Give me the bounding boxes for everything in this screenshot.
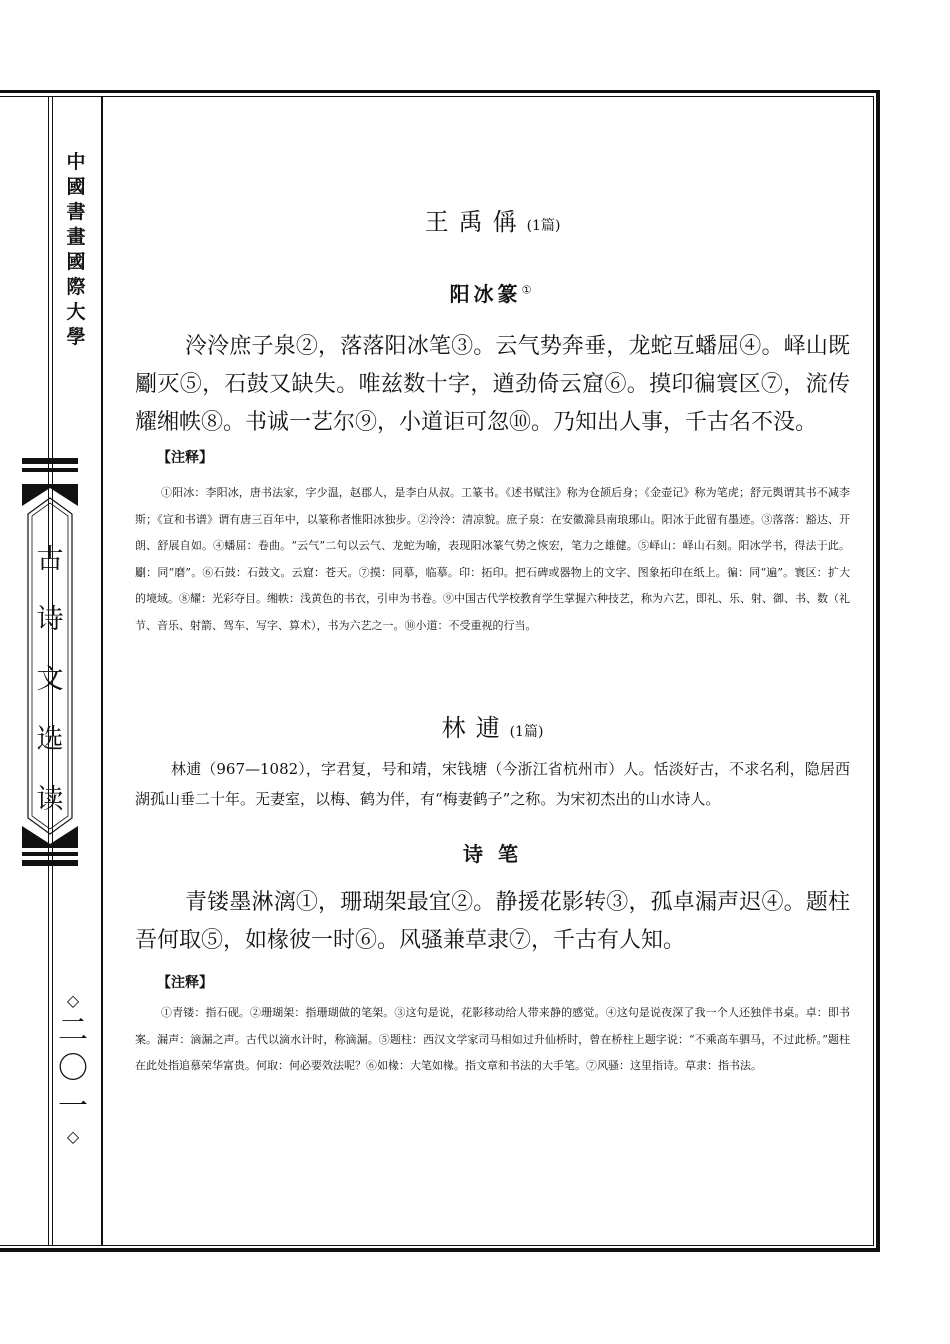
series-title: 中 國 書 畫 國 際 大 學 bbox=[66, 151, 86, 348]
author-name: 王禹偁 bbox=[424, 208, 527, 236]
book-panel-bottom-bar bbox=[22, 852, 78, 856]
author-bio: 林逋（967—1082），字君复，号和靖，宋钱塘（今浙江省杭州市）人。恬淡好古，不求名利，隐居西湖孤山垂二十年。无妻室，以梅、鹤为伴，有“梅妻鹤子”之称。为宋初杰出的山水诗人。 bbox=[135, 760, 850, 808]
notes-body-2: ①青镂：指石砚。②珊瑚架：指珊瑚做的笔架。③这句是说，花影移动给人带来静的感觉。④这句是说夜深了我一个人还独伴书桌。卓：即书案。漏声：滴漏之声。古代以滴水计时，称滴漏。⑤题柱：西汉文学家司马相如过升仙桥时，曾在桥柱上题字说：“不乘高车驷马，不过此桥。”题柱在此处指追慕荣华富贵。何取：何必要效法呢？⑥如椽：大笔如椽。指文章和书法的大手笔。⑦风骚：这里指诗。草隶：指书法。 bbox=[135, 1006, 850, 1072]
book-panel-bottom-bar-2 bbox=[22, 860, 78, 866]
poem-title-yangbingzhuan: 阳冰篆① bbox=[449, 282, 536, 306]
book-title: 古 诗 文 选 读 bbox=[36, 544, 64, 815]
notes-label-2: 【注释】 bbox=[157, 975, 213, 991]
sidebar-rule-right bbox=[101, 96, 103, 1246]
notes-body-1: ①阳冰：李阳冰，唐书法家，字少温，赵郡人，是李白从叔。工篆书。《述书赋注》称为仓颉后身；《金壶记》称为笔虎；舒元舆谓其书不减李斯；《宣和书谱》谓有唐三百年中，以篆称者惟阳冰独步。②泠泠：清凉貌。庶子泉：在安徽滁县南琅琊山。阳冰于此留有墨迹。③落落：豁达、开朗、舒展自如。④蟠屈：卷曲。“云气”二句以云气、龙蛇为喻，表现阳冰篆气势之恢宏，笔力之雄健。⑤峄山：峄山石刻。阳冰学书，得法于此。劚：同“磨”。⑥石鼓：石鼓文。云窟：苍天。⑦摸：同摹，临摹。印：拓印。把石碑或器物上的文字、图象拓印在纸上。徧：同“遍”。寰区：扩大的境域。⑧耀：光彩夺目。缃帙：浅黄色的书衣，引申为书卷。⑨中国古代学校教育学生掌握六种技艺，称为六艺，即礼、乐、射、御、书、数（礼节、音乐、射箭、驾车、写字、算术），书为六艺之一。⑩小道：不受重视的行当。 bbox=[135, 486, 850, 632]
author-count: (1篇) bbox=[509, 724, 544, 740]
page-number: ◇ 二 〇 一 ◇ bbox=[58, 991, 88, 1146]
notes-label-1: 【注释】 bbox=[157, 450, 213, 466]
author-heading-lin bbox=[135, 708, 850, 743]
poem-title-shibi: 诗 笔 bbox=[463, 842, 522, 866]
poem-title-note: ① bbox=[521, 283, 536, 297]
book-panel-top-bar bbox=[22, 458, 78, 464]
book-panel-top-bar-2 bbox=[22, 468, 78, 472]
poem-body-1: 泠泠庶子泉②，落落阳冰笔③。云气势奔垂，龙蛇互蟠屈④。峄山既劚灭⑤，石鼓又缺失。唯兹数十字，遒劲倚云窟⑥。摸印徧寰区⑦，流传耀缃帙⑧。书诚一艺尔⑨，小道讵可忽⑩。乃知出人事，千古名不没。 bbox=[135, 334, 850, 435]
author-count: (1篇) bbox=[526, 218, 561, 234]
author-heading-wang bbox=[135, 202, 850, 237]
author-name: 林逋 bbox=[441, 714, 510, 742]
poem-body-2: 青镂墨淋漓①，珊瑚架最宜②。静援花影转③，孤卓漏声迟④。题柱吾何取⑤，如椽彼一时⑥。风骚兼草隶⑦，千古有人知。 bbox=[135, 890, 850, 953]
